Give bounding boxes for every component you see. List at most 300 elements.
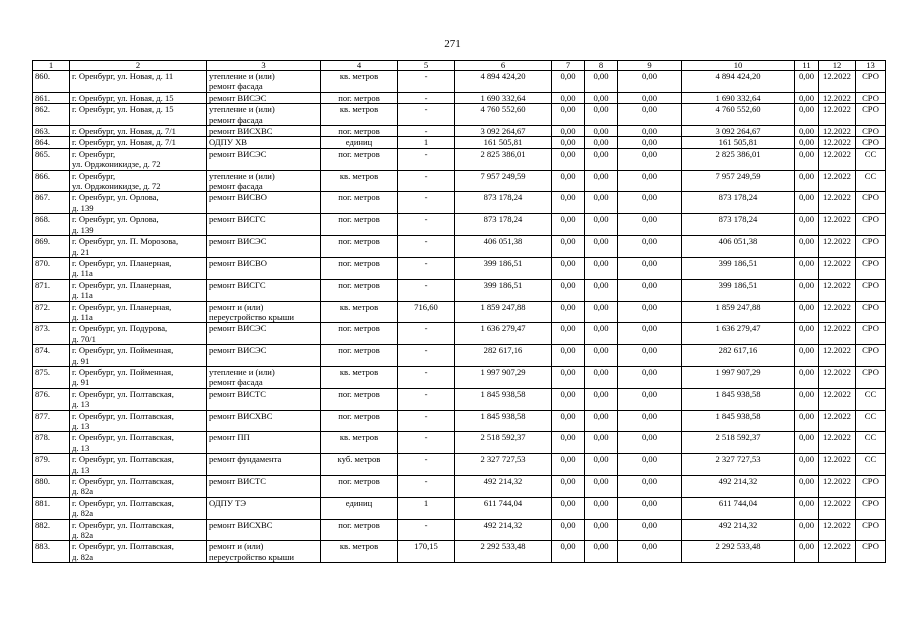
unit-cell: кв. метров [321,541,398,563]
cost-cell: 0,00 [795,170,819,192]
cost-cell: 0,00 [585,454,618,476]
unit-cell: кв. метров [321,71,398,93]
cost-cell: 0,00 [795,519,819,541]
unit-cell: кв. метров [321,104,398,126]
column-number-header: 11 [795,61,819,71]
volume-cell: - [398,126,455,137]
unit-cell: кв. метров [321,301,398,323]
account-type-cell: СС [856,388,886,410]
table-row [33,541,886,563]
cost-cell: 0,00 [552,192,585,214]
registry-table [32,60,886,563]
address-cell: г. Оренбург, ул. Новая, д. 15 [70,92,207,103]
completion-date-cell: 12.2022 [819,71,856,93]
volume-cell: - [398,104,455,126]
cost-cell: 0,00 [795,497,819,519]
funds-cell: 7 957 249,59 [682,170,795,192]
total-cost-cell: 399 186,51 [455,279,552,301]
cost-cell: 0,00 [585,476,618,498]
row-number: 875. [33,366,70,388]
total-cost-cell: 161 505,81 [455,137,552,148]
table-row [33,279,886,301]
cost-cell: 0,00 [585,148,618,170]
total-cost-cell: 492 214,32 [455,519,552,541]
completion-date-cell: 12.2022 [819,148,856,170]
completion-date-cell: 12.2022 [819,388,856,410]
cost-cell: 0,00 [618,541,682,563]
work-type-cell: ремонт ВИСВО [207,257,321,279]
row-number: 860. [33,71,70,93]
cost-cell: 0,00 [585,497,618,519]
unit-cell: пог. метров [321,410,398,432]
volume-cell: - [398,323,455,345]
table-row [33,137,886,148]
total-cost-cell: 611 744,04 [455,497,552,519]
account-type-cell: СРО [856,104,886,126]
cost-cell: 0,00 [552,366,585,388]
cost-cell: 0,00 [618,214,682,236]
cost-cell: 0,00 [585,388,618,410]
volume-cell: - [398,366,455,388]
cost-cell: 0,00 [618,388,682,410]
cost-cell: 0,00 [585,432,618,454]
cost-cell: 0,00 [585,126,618,137]
work-type-cell: ремонт ВИСГС [207,279,321,301]
address-cell: г. Оренбург, ул. Новая, д. 15 [70,104,207,126]
work-type-cell: ремонт и (или) переустройство крыши [207,541,321,563]
account-type-cell: СС [856,432,886,454]
cost-cell: 0,00 [795,366,819,388]
column-number-header: 3 [207,61,321,71]
row-number: 870. [33,257,70,279]
cost-cell: 0,00 [585,257,618,279]
account-type-cell: СС [856,170,886,192]
total-cost-cell: 282 617,16 [455,345,552,367]
row-number: 869. [33,236,70,258]
work-type-cell: ремонт ВИСЭС [207,345,321,367]
cost-cell: 0,00 [552,71,585,93]
funds-cell: 4 894 424,20 [682,71,795,93]
unit-cell: пог. метров [321,126,398,137]
row-number: 864. [33,137,70,148]
cost-cell: 0,00 [618,454,682,476]
volume-cell: - [398,388,455,410]
row-number: 878. [33,432,70,454]
volume-cell: - [398,214,455,236]
cost-cell: 0,00 [552,388,585,410]
row-number: 881. [33,497,70,519]
unit-cell: кв. метров [321,432,398,454]
work-type-cell: ремонт ВИСТС [207,476,321,498]
column-number-header: 10 [682,61,795,71]
address-cell: г. Оренбург, ул. Орджоникидзе, д. 72 [70,170,207,192]
cost-cell: 0,00 [618,148,682,170]
address-cell: г. Оренбург, ул. Подурова, д. 70/1 [70,323,207,345]
completion-date-cell: 12.2022 [819,323,856,345]
cost-cell: 0,00 [795,301,819,323]
funds-cell: 406 051,38 [682,236,795,258]
table-row [33,301,886,323]
volume-cell: - [398,345,455,367]
address-cell: г. Оренбург, ул. Орлова, д. 139 [70,192,207,214]
total-cost-cell: 873 178,24 [455,214,552,236]
table-row [33,148,886,170]
funds-cell: 282 617,16 [682,345,795,367]
table-row [33,476,886,498]
cost-cell: 0,00 [552,497,585,519]
volume-cell: 1 [398,497,455,519]
total-cost-cell: 1 690 332,64 [455,92,552,103]
table-row [33,126,886,137]
cost-cell: 0,00 [552,148,585,170]
column-number-header: 4 [321,61,398,71]
completion-date-cell: 12.2022 [819,519,856,541]
address-cell: г. Оренбург, ул. Пойменная, д. 91 [70,345,207,367]
volume-cell: 716,60 [398,301,455,323]
column-number-header: 1 [33,61,70,71]
work-type-cell: ремонт ВИСЭС [207,92,321,103]
cost-cell: 0,00 [552,345,585,367]
cost-cell: 0,00 [585,301,618,323]
completion-date-cell: 12.2022 [819,257,856,279]
volume-cell: - [398,71,455,93]
address-cell: г. Оренбург, ул. Планерная, д. 11а [70,301,207,323]
unit-cell: кв. метров [321,366,398,388]
cost-cell: 0,00 [795,476,819,498]
completion-date-cell: 12.2022 [819,410,856,432]
cost-cell: 0,00 [552,301,585,323]
table-body [33,71,886,563]
total-cost-cell: 7 957 249,59 [455,170,552,192]
table-row [33,92,886,103]
account-type-cell: СРО [856,541,886,563]
work-type-cell: ремонт ПП [207,432,321,454]
cost-cell: 0,00 [618,476,682,498]
cost-cell: 0,00 [585,104,618,126]
funds-cell: 492 214,32 [682,476,795,498]
column-number-header: 9 [618,61,682,71]
volume-cell: - [398,410,455,432]
cost-cell: 0,00 [585,323,618,345]
completion-date-cell: 12.2022 [819,301,856,323]
cost-cell: 0,00 [618,126,682,137]
row-number: 880. [33,476,70,498]
row-number: 872. [33,301,70,323]
cost-cell: 0,00 [585,192,618,214]
account-type-cell: СРО [856,236,886,258]
address-cell: г. Оренбург, ул. Орджоникидзе, д. 72 [70,148,207,170]
account-type-cell: СС [856,454,886,476]
unit-cell: пог. метров [321,257,398,279]
cost-cell: 0,00 [552,137,585,148]
cost-cell: 0,00 [618,137,682,148]
total-cost-cell: 1 859 247,88 [455,301,552,323]
address-cell: г. Оренбург, ул. Полтавская, д. 82а [70,519,207,541]
volume-cell: - [398,148,455,170]
completion-date-cell: 12.2022 [819,104,856,126]
total-cost-cell: 399 186,51 [455,257,552,279]
cost-cell: 0,00 [618,410,682,432]
cost-cell: 0,00 [552,476,585,498]
funds-cell: 873 178,24 [682,192,795,214]
cost-cell: 0,00 [795,137,819,148]
work-type-cell: ремонт ВИСХВС [207,410,321,432]
cost-cell: 0,00 [585,137,618,148]
volume-cell: - [398,519,455,541]
cost-cell: 0,00 [795,323,819,345]
account-type-cell: СРО [856,92,886,103]
table-row [33,104,886,126]
work-type-cell: ремонт и (или) переустройство крыши [207,301,321,323]
cost-cell: 0,00 [618,519,682,541]
account-type-cell: СРО [856,279,886,301]
row-number: 877. [33,410,70,432]
cost-cell: 0,00 [552,257,585,279]
cost-cell: 0,00 [552,170,585,192]
address-cell: г. Оренбург, ул. Полтавская, д. 13 [70,454,207,476]
address-cell: г. Оренбург, ул. П. Морозова, д. 21 [70,236,207,258]
work-type-cell: утепление и (или) ремонт фасада [207,170,321,192]
cost-cell: 0,00 [618,236,682,258]
cost-cell: 0,00 [552,410,585,432]
address-cell: г. Оренбург, ул. Планерная, д. 11а [70,257,207,279]
account-type-cell: СРО [856,137,886,148]
page-number: 271 [444,38,461,50]
completion-date-cell: 12.2022 [819,432,856,454]
account-type-cell: СС [856,148,886,170]
funds-cell: 399 186,51 [682,279,795,301]
volume-cell: - [398,170,455,192]
row-number: 866. [33,170,70,192]
unit-cell: пог. метров [321,345,398,367]
cost-cell: 0,00 [585,345,618,367]
funds-cell: 492 214,32 [682,519,795,541]
funds-cell: 1 845 938,58 [682,388,795,410]
address-cell: г. Оренбург, ул. Полтавская, д. 82а [70,476,207,498]
account-type-cell: СРО [856,301,886,323]
volume-cell: - [398,476,455,498]
funds-cell: 2 518 592,37 [682,432,795,454]
funds-cell: 399 186,51 [682,257,795,279]
table-row [33,345,886,367]
account-type-cell: СРО [856,126,886,137]
address-cell: г. Оренбург, ул. Пойменная, д. 91 [70,366,207,388]
cost-cell: 0,00 [795,410,819,432]
table-row [33,71,886,93]
table-row [33,170,886,192]
table-row [33,432,886,454]
account-type-cell: СРО [856,476,886,498]
account-type-cell: СРО [856,497,886,519]
cost-cell: 0,00 [585,214,618,236]
work-type-cell: ремонт ВИСХВС [207,519,321,541]
column-number-header: 12 [819,61,856,71]
column-number-header: 13 [856,61,886,71]
funds-cell: 4 760 552,60 [682,104,795,126]
address-cell: г. Оренбург, ул. Полтавская, д. 13 [70,410,207,432]
volume-cell: - [398,236,455,258]
completion-date-cell: 12.2022 [819,236,856,258]
address-cell: г. Оренбург, ул. Планерная, д. 11а [70,279,207,301]
unit-cell: пог. метров [321,388,398,410]
unit-cell: куб. метров [321,454,398,476]
cost-cell: 0,00 [585,279,618,301]
cost-cell: 0,00 [552,126,585,137]
funds-cell: 1 997 907,29 [682,366,795,388]
cost-cell: 0,00 [795,126,819,137]
address-cell: г. Оренбург, ул. Новая, д. 7/1 [70,126,207,137]
cost-cell: 0,00 [618,279,682,301]
cost-cell: 0,00 [552,454,585,476]
cost-cell: 0,00 [552,323,585,345]
cost-cell: 0,00 [795,432,819,454]
total-cost-cell: 2 518 592,37 [455,432,552,454]
account-type-cell: СРО [856,192,886,214]
row-number: 863. [33,126,70,137]
completion-date-cell: 12.2022 [819,192,856,214]
table-row [33,192,886,214]
cost-cell: 0,00 [795,388,819,410]
cost-cell: 0,00 [795,148,819,170]
cost-cell: 0,00 [795,104,819,126]
work-type-cell: ремонт ВИСХВС [207,126,321,137]
cost-cell: 0,00 [795,345,819,367]
unit-cell: пог. метров [321,476,398,498]
cost-cell: 0,00 [585,71,618,93]
funds-cell: 2 292 533,48 [682,541,795,563]
cost-cell: 0,00 [618,497,682,519]
completion-date-cell: 12.2022 [819,279,856,301]
address-cell: г. Оренбург, ул. Полтавская, д. 13 [70,388,207,410]
account-type-cell: СРО [856,214,886,236]
work-type-cell: ремонт ВИСТС [207,388,321,410]
total-cost-cell: 2 327 727,53 [455,454,552,476]
funds-cell: 611 744,04 [682,497,795,519]
cost-cell: 0,00 [618,366,682,388]
cost-cell: 0,00 [585,170,618,192]
cost-cell: 0,00 [795,214,819,236]
table-row [33,497,886,519]
cost-cell: 0,00 [585,92,618,103]
cost-cell: 0,00 [585,366,618,388]
unit-cell: пог. метров [321,519,398,541]
completion-date-cell: 12.2022 [819,126,856,137]
total-cost-cell: 4 760 552,60 [455,104,552,126]
row-number: 883. [33,541,70,563]
row-number: 882. [33,519,70,541]
table-row [33,410,886,432]
row-number: 861. [33,92,70,103]
unit-cell: единиц [321,497,398,519]
cost-cell: 0,00 [585,236,618,258]
volume-cell: - [398,92,455,103]
account-type-cell: СРО [856,323,886,345]
account-type-cell: СРО [856,519,886,541]
row-number: 879. [33,454,70,476]
cost-cell: 0,00 [552,519,585,541]
table-row [33,366,886,388]
work-type-cell: ремонт ВИСЭС [207,148,321,170]
work-type-cell: ремонт фундамента [207,454,321,476]
cost-cell: 0,00 [552,541,585,563]
work-type-cell: ремонт ВИСГС [207,214,321,236]
completion-date-cell: 12.2022 [819,214,856,236]
address-cell: г. Оренбург, ул. Новая, д. 11 [70,71,207,93]
completion-date-cell: 12.2022 [819,170,856,192]
table-row [33,388,886,410]
work-type-cell: ОДПУ ТЭ [207,497,321,519]
address-cell: г. Оренбург, ул. Орлова, д. 139 [70,214,207,236]
funds-cell: 873 178,24 [682,214,795,236]
row-number: 868. [33,214,70,236]
work-type-cell: ремонт ВИСЭС [207,323,321,345]
column-number-row [33,61,886,71]
column-number-header: 8 [585,61,618,71]
cost-cell: 0,00 [585,410,618,432]
cost-cell: 0,00 [618,345,682,367]
total-cost-cell: 3 092 264,67 [455,126,552,137]
cost-cell: 0,00 [795,257,819,279]
row-number: 873. [33,323,70,345]
volume-cell: 1 [398,137,455,148]
cost-cell: 0,00 [795,454,819,476]
funds-cell: 1 636 279,47 [682,323,795,345]
cost-cell: 0,00 [552,236,585,258]
unit-cell: пог. метров [321,323,398,345]
cost-cell: 0,00 [618,192,682,214]
account-type-cell: СРО [856,345,886,367]
account-type-cell: СРО [856,366,886,388]
account-type-cell: СРО [856,71,886,93]
unit-cell: пог. метров [321,279,398,301]
column-number-header: 5 [398,61,455,71]
cost-cell: 0,00 [795,71,819,93]
funds-cell: 3 092 264,67 [682,126,795,137]
unit-cell: пог. метров [321,148,398,170]
completion-date-cell: 12.2022 [819,476,856,498]
total-cost-cell: 1 845 938,58 [455,388,552,410]
address-cell: г. Оренбург, ул. Полтавская, д. 13 [70,432,207,454]
unit-cell: пог. метров [321,192,398,214]
account-type-cell: СРО [856,257,886,279]
column-number-header: 7 [552,61,585,71]
row-number: 865. [33,148,70,170]
completion-date-cell: 12.2022 [819,454,856,476]
row-number: 862. [33,104,70,126]
cost-cell: 0,00 [795,279,819,301]
cost-cell: 0,00 [552,92,585,103]
work-type-cell: ремонт ВИСВО [207,192,321,214]
work-type-cell: утепление и (или) ремонт фасада [207,71,321,93]
row-number: 871. [33,279,70,301]
table-row [33,454,886,476]
cost-cell: 0,00 [618,71,682,93]
cost-cell: 0,00 [585,519,618,541]
total-cost-cell: 1 997 907,29 [455,366,552,388]
volume-cell: - [398,192,455,214]
account-type-cell: СС [856,410,886,432]
cost-cell: 0,00 [618,170,682,192]
table-row [33,214,886,236]
cost-cell: 0,00 [795,236,819,258]
funds-cell: 2 327 727,53 [682,454,795,476]
completion-date-cell: 12.2022 [819,541,856,563]
row-number: 874. [33,345,70,367]
completion-date-cell: 12.2022 [819,366,856,388]
row-number: 867. [33,192,70,214]
cost-cell: 0,00 [618,92,682,103]
table-row [33,236,886,258]
